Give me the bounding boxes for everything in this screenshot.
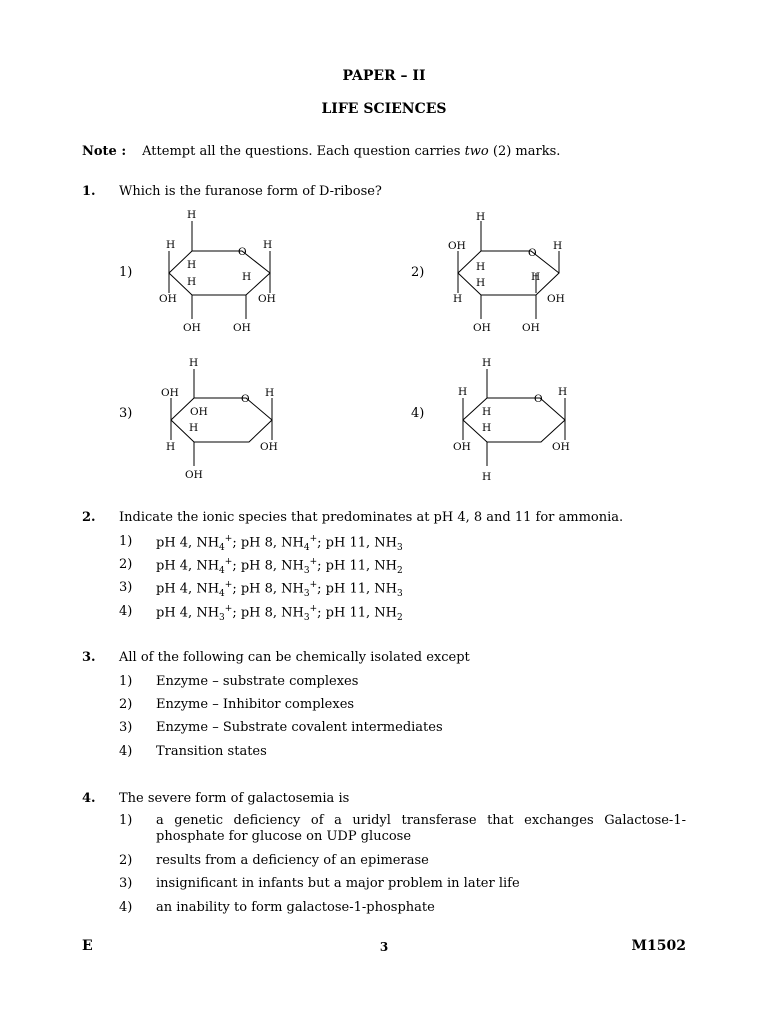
question-text: The severe form of galactosemia is: [119, 791, 350, 806]
option-text: results from a deficiency of an epimerase: [156, 853, 429, 868]
option-number: 3): [119, 720, 133, 735]
ring-oxygen: O: [241, 393, 250, 405]
structure-3: [171, 369, 275, 466]
option-text: Enzyme – Inhibitor complexes: [156, 697, 355, 712]
option-number: 4): [119, 604, 133, 619]
atom-label: H: [553, 240, 563, 252]
ring-oxygen: O: [534, 393, 543, 405]
atom-label: OH: [185, 469, 203, 481]
atom-label: H: [458, 386, 468, 398]
structure-2: [458, 221, 559, 319]
option-text: an inability to form galactose-1-phosphate: [156, 900, 435, 915]
option-number: 2): [119, 853, 133, 868]
option-text: pH 4, $NH_4^+$; pH 8, $NH_3^+$; pH 11, $NH_2$: [156, 557, 403, 576]
atom-label: H: [189, 422, 199, 434]
atom-label: H: [482, 471, 492, 483]
atom-label: OH: [260, 441, 278, 453]
atom-label: H: [166, 239, 176, 251]
ring-oxygen: O: [238, 246, 247, 258]
option-text: pH 4, $NH_3^+$; pH 8, $NH_3^+$; pH 11, $NH_2$: [156, 604, 403, 623]
option-number: 4): [411, 406, 425, 421]
atom-label: OH: [233, 322, 251, 334]
ring-oxygen: O: [528, 247, 537, 259]
atom-label: OH: [183, 322, 201, 334]
atom-label: OH: [159, 293, 177, 305]
option-number: 1): [119, 674, 133, 689]
note-text-after: (2) marks.: [488, 144, 561, 159]
footer-series: E: [82, 938, 93, 954]
option-number: 2): [411, 265, 425, 280]
question-number: 4.: [82, 791, 96, 806]
atom-label: OH: [448, 240, 466, 252]
atom-label: H: [476, 277, 486, 289]
atom-label: H: [482, 406, 492, 418]
note-label: Note :: [82, 144, 127, 159]
question-text: Which is the furanose form of D-ribose?: [119, 184, 382, 199]
option-number: 1): [119, 813, 133, 828]
option-text: insignificant in infants but a major problem in later life: [156, 876, 520, 891]
page-number: 3: [379, 940, 389, 954]
paper-title: PAPER – II: [342, 68, 426, 84]
atom-label: OH: [190, 406, 208, 418]
atom-label: H: [453, 293, 463, 305]
atom-label: H: [476, 211, 486, 223]
subject-title: LIFE SCIENCES: [321, 101, 447, 117]
atom-label: H: [242, 271, 252, 283]
question-number: 1.: [82, 184, 96, 199]
atom-label: OH: [552, 441, 570, 453]
option-number: 3): [119, 580, 133, 595]
booklet-code: M1502: [631, 938, 686, 954]
note-text-before: Attempt all the questions. Each question carries: [142, 144, 465, 159]
option-number: 3): [119, 876, 133, 891]
note-emphasis: two: [464, 144, 489, 159]
option-number: 2): [119, 557, 133, 572]
option-text: Transition states: [156, 744, 267, 759]
question-number: 3.: [82, 650, 96, 665]
option-number: 1): [119, 534, 133, 549]
atom-label: H: [531, 271, 541, 283]
atom-label: H: [482, 422, 492, 434]
atom-label: OH: [547, 293, 565, 305]
atom-label: OH: [161, 387, 179, 399]
structure-4: [463, 369, 568, 466]
question-number: 2.: [82, 510, 96, 525]
structure-1: [169, 221, 273, 319]
option-number: 4): [119, 900, 133, 915]
option-number: 2): [119, 697, 133, 712]
atom-label: OH: [522, 322, 540, 334]
atom-label: H: [476, 261, 486, 273]
option-number: 3): [119, 406, 133, 421]
option-number: 4): [119, 744, 133, 759]
atom-label: H: [558, 386, 568, 398]
atom-label: H: [187, 209, 197, 221]
option-text: Enzyme – substrate complexes: [156, 674, 359, 689]
option-text: Enzyme – Substrate covalent intermediates: [156, 720, 443, 735]
option-text: pH 4, $NH_4^+$; pH 8, $NH_4^+$; pH 11, $NH_3$: [156, 534, 403, 553]
atom-label: OH: [453, 441, 471, 453]
option-number: 1): [119, 265, 133, 280]
atom-label: H: [189, 357, 199, 369]
atom-label: H: [166, 441, 176, 453]
atom-label: OH: [473, 322, 491, 334]
atom-label: OH: [258, 293, 276, 305]
option-text: a genetic deficiency of a uridyl transferase that exchanges Galactose-1-phosphate for glucose on UDP glucose: [156, 813, 686, 844]
question-text: All of the following can be chemically isolated except: [119, 650, 470, 665]
atom-label: H: [187, 259, 197, 271]
atom-label: H: [263, 239, 273, 251]
atom-label: H: [187, 276, 197, 288]
option-text: pH 4, $NH_4^+$; pH 8, $NH_3^+$; pH 11, $NH_3$: [156, 580, 403, 599]
atom-label: H: [265, 387, 275, 399]
atom-label: H: [482, 357, 492, 369]
question-text: Indicate the ionic species that predominates at pH 4, 8 and 11 for ammonia.: [119, 510, 624, 525]
